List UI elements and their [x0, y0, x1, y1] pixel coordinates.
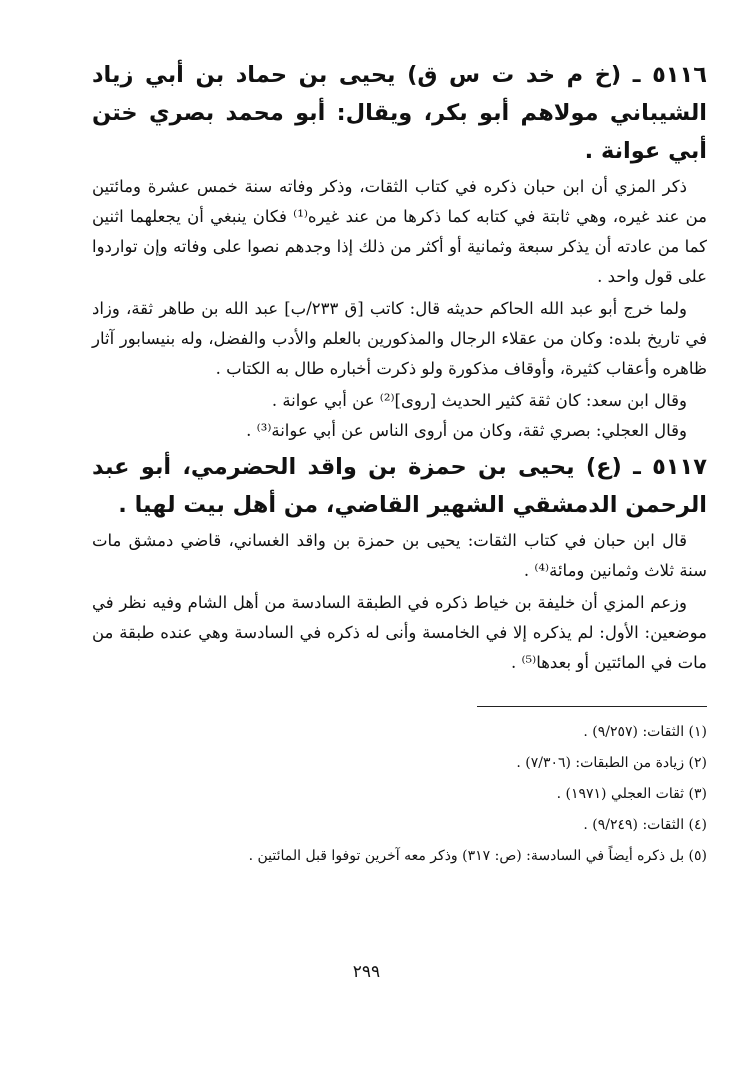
- footnote: (٤) الثقات: (٩/٢٤٩) .: [583, 817, 707, 833]
- entry-heading: ٥١١٧ ـ (ع) يحيى بن حمزة بن واقد الحضرمي، أبو عبد الرحمن الدمشقي الشهير القاضي، من أهل بيت لهيا .: [92, 454, 707, 518]
- footnote: (٢) زيادة من الطبقات: (٧/٣٠٦) .: [516, 755, 707, 771]
- paragraph: ولما خرج أبو عبد الله الحاكم حديثه قال: كاتب [ق ٢٣٣/ب] عبد الله بن طاهر ثقة، وزاد في تاريخ بلده: وكان من عقلاء الرجال والمذكورين بالعلم والأدب والفضل، وله بنيسابور آثار ظاهره وأعقاب كثيرة، وأوقاف مذكورة ولو ذكرت أخباره طال به الكتاب .: [92, 299, 707, 378]
- paragraph: قال ابن حبان في كتاب الثقات: يحيى بن حمزة بن واقد الغساني، قاضي دمشق مات سنة ثلاث وثمانين ومائة⁽⁴⁾ .: [92, 531, 707, 580]
- page-number: ٢٩٩: [352, 962, 381, 982]
- paragraph: ذكر المزي أن ابن حبان ذكره في كتاب الثقات، وذكر وفاته سنة خمس عشرة ومائتين من عند غيره، وهي ثابتة في كتابه كما ذكرها من عند غيره⁽¹⁾ فكان ينبغي أن يجعلهما اثنين كما من عادته أن يذكر سبعة وثمانية أو أكثر من ذلك إذا وجدهم نصوا على وفاته وإن تواردوا على قول واحد .: [92, 177, 707, 286]
- paragraph: وقال ابن سعد: كان ثقة كثير الحديث [روى]⁽²⁾ عن أبي عوانة .: [271, 391, 687, 410]
- footnote: (٥) بل ذكره أيضاً في السادسة: (ص: ٣١٧) وذكر معه آخرين توفوا قبل المائتين .: [248, 848, 707, 864]
- footnote: (١) الثقات: (٩/٢٥٧) .: [583, 724, 707, 740]
- footnote: (٣) ثقات العجلي (١٩٧١) .: [556, 786, 707, 802]
- entry-5117: [92, 448, 707, 678]
- entry-5116: [92, 56, 707, 446]
- entry-heading: ٥١١٦ ـ (خ م خد ت س ق) يحيى بن حماد بن أبي زياد الشيباني مولاهم أبو بكر، ويقال: أبو محمد بصري ختن أبي عوانة .: [92, 62, 707, 164]
- footnotes-section: [92, 706, 707, 872]
- paragraph: وقال العجلي: بصري ثقة، وكان من أروى الناس عن أبي عوانة⁽³⁾ .: [246, 421, 687, 440]
- footnote-divider: [477, 706, 707, 717]
- paragraph: وزعم المزي أن خليفة بن خياط ذكره في الطبقة السادسة من أهل الشام وفيه نظر في موضعين: الأول: لم يذكره إلا في الخامسة وأنى له ذكره في السادسة وهي عنده طبقة من مات في المائتين أو بعدها⁽⁵⁾ .: [92, 593, 707, 672]
